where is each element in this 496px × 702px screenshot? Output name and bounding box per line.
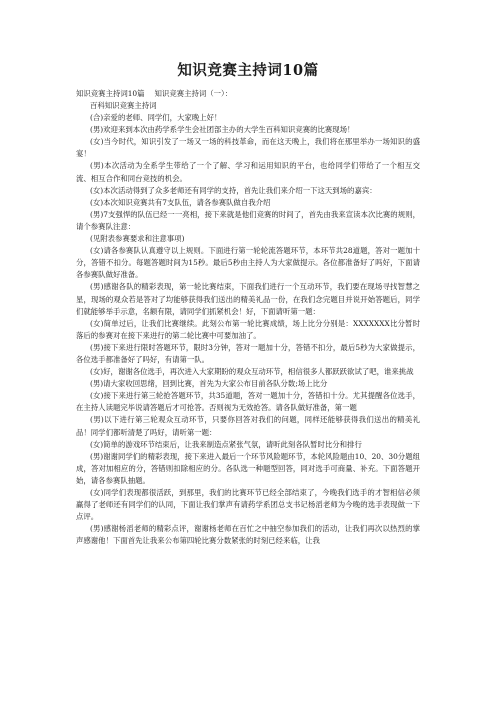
paragraph: (男)感谢杨滔老师的精彩点评，谢谢杨老师在百忙之中抽空参加我们的活动，让我们再次以热烈的掌声感谢他！下面首先让我来公布第四轮比赛分数紧张的时刻已经来临，让我 [76,524,420,546]
paragraph: (男)感谢各队的精彩表现，第一轮比赛结束，下面我们进行一个互动环节，我们要在现场寻找智慧之星，现场的观众若是答对了均能够获得我们送出的精美礼品一份，在我们念完题目并说开始答题后，同学们就能够举手示意，名额有限，请同学们抓紧机会！好，下面请听第一题： [76,282,420,316]
subtitle-left: 知识竞赛主持词10篇 [76,89,145,98]
paragraph: 百科知识竞赛主持词 [90,101,157,110]
paragraph: (男)谢谢同学们的精彩表现，接下来进入最后一个环节风险题环节，本轮风险题由10、20、30分题组成，答对加相应的分，答错则扣除相应的分。各队选一种题型回答，同对选手可商量、补充。下面答题开始，请各参赛队抽题。 [76,451,420,485]
paragraph: (女)简单过后，让我们比赛继续。此刻公布第一轮比赛成绩，场上比分分别是：XXXXXXX比分暂时落后的参赛对在接下来进行的第二轮比赛中可要加油了。 [76,318,420,340]
paragraph: (男)7支强悍的队伍已经一一亮相，接下来就是他们竞赛的时间了，首先由我来宣读本次比赛的规则，请个参赛队注意： [76,209,420,231]
paragraph: (男)请大家收回思绪，回到比赛，首先为大家公布目前各队分数;场上比分 [90,379,328,389]
paragraph: (女)好，谢谢各位选手，再次进入大家期盼的观众互动环节，相信很多人都跃跃欲试了吧，谁来挑战 [90,367,414,377]
document-title: 知识竞赛主持词10篇 [177,62,319,79]
subtitle-right: 知识竞赛主持词（一）： [154,89,233,98]
paragraph: (女)同学们表现都很活跃，到那里，我们的比赛环节已经全部结束了，今晚我们选手的才智相信必须赢得了老师还有同学们的认同，下面让我们掌声有请药学系团总支书记杨滔老师为今晚的选手表现做一下点评。 [76,488,420,522]
paragraph: (合)亲爱的老师、同学们，大家晚上好！ [90,113,222,123]
paragraph: (女)请各参赛队认真遵守以上规则。下面进行第一轮轮流答题环节，本环节共28道题，答对一题加十分，答错不扣分。每题答题时间为15秒。最后5秒由主持人为大家做提示。各位都准备好了吗好，下面请各参赛队做好准备。 [76,246,420,280]
document-subtitle [76,88,420,100]
paragraph: (见附表参赛要求和注意事项) [90,234,185,244]
paragraph: (女)当今时代，知识引发了一场又一场的科技革命，而在这天晚上，我们将在那里举办一场知识的盛宴！ [76,137,420,159]
paragraph: (女)接下来进行第三轮抢答题环节，共35道题，答对一题加十分，答错扣十分。尤其提醒各位选手，在主持人读题完毕说请答题后才可抢答。否则视为无效抢答。请各队做好准备，第一题 [76,391,420,413]
paragraph: (女)简单的游戏环节结束后，让我来制造点紧张气氛，请听此刻各队暂时比分和排行 [90,439,362,449]
paragraph: (男)本次活动为全系学生带给了一个了解、学习和运用知识的平台，也给同学们带给了一个相互交流、相互合作和同台竞技的机会。 [76,161,420,183]
paragraph: (男)接下来进行限时答题环节，限时3分钟，答对一题加十分，答错不扣分，最后5秒为大家做提示，各位选手都准备好了吗好，有请第一队。 [76,342,420,364]
document-body [76,100,420,547]
paragraph: (女)本次知识竞赛共有7支队伍，请各参赛队做自我介绍 [90,197,271,207]
paragraph: (女)本次活动得到了众多老师还有同学的支持，首先让我们来介绍一下这天到场的嘉宾： [90,185,377,195]
paragraph: (男)以下进行第三轮观众互动环节，只要你回答对我们的问题，同样还能够获得我们送出的精美礼品！同学们都听清楚了吗好，请听第一题： [76,415,420,437]
paragraph: (男)欢迎来到本次由药学系学生会社团部主办的大学生百科知识竞赛的比赛现场！ [90,125,355,135]
